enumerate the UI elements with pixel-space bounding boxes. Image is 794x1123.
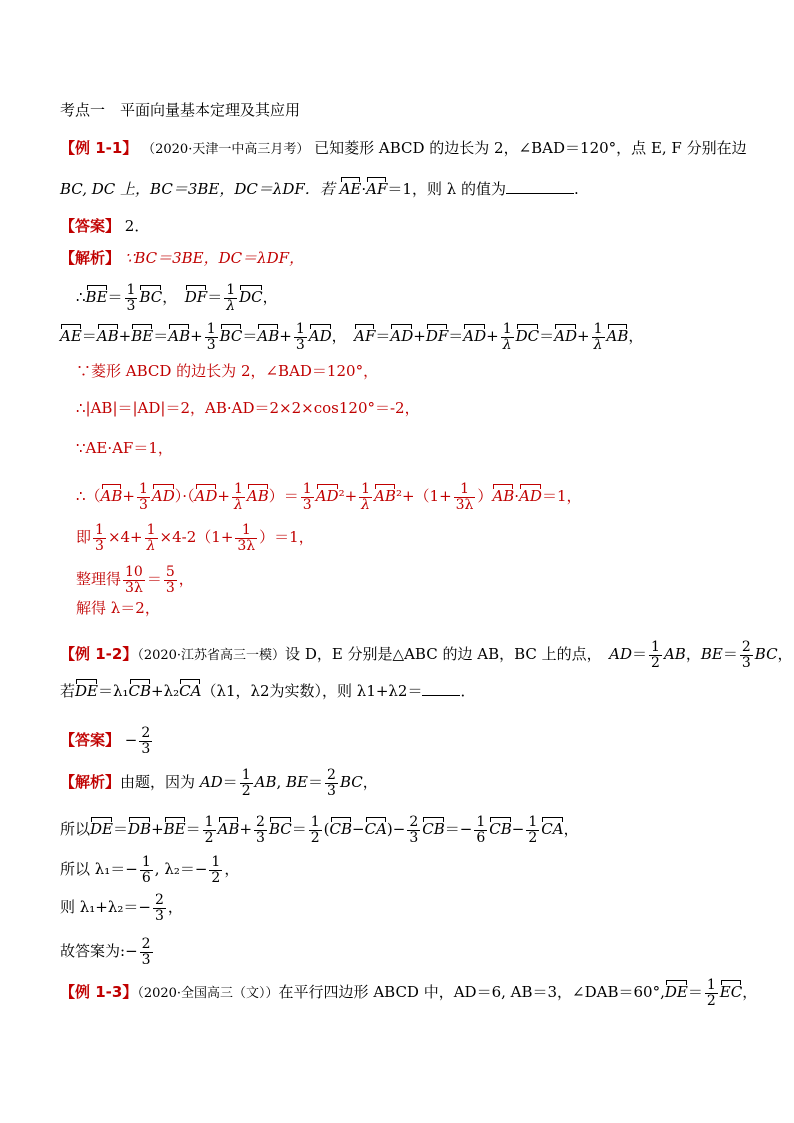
- solution-line-8: 即 $\frac{1}{3}$ ×4+ $\frac{1}{\lambda}$ ×4-2（1+ $\frac{1}{3\lambda}$ ）＝1，: [76, 522, 314, 554]
- answer-value: 2．: [124, 217, 150, 235]
- solution-line-6: ∵AE·AF＝1，: [76, 439, 173, 457]
- question-text: （λ1，λ2为实数），则 λ1+λ2＝: [201, 682, 423, 700]
- solution-line-3: AE＝AB+BE＝AB+ $\frac{1}{3}$ BC＝AB+ $\frac{1}{3}$ AD， AF＝AD+DF＝AD+ $\frac{1}{\lambda}$ DC＝AD+ $\frac{1}{\lambda}$ AB，: [60, 321, 644, 353]
- solution-line-3: 所以 λ₁＝− $\frac{1}{6}$ , λ₂＝− $\frac{1}{2}$ ，: [60, 854, 240, 886]
- answer-tag: 【答案】: [60, 217, 121, 235]
- solution-line-1: 【解析】由题，因为 AD＝ $\frac{1}{2}$ AB, BE＝ $\frac{2}{3}$ BC，: [60, 767, 378, 799]
- solution-text: 即: [76, 528, 92, 547]
- solution-text: ∵BC＝3BE，DC＝λDF，: [124, 249, 305, 267]
- answer-blank[interactable]: [506, 181, 574, 194]
- solution-text: 由题，因为: [120, 773, 196, 792]
- example-1-1-question-cont: BC, DC 上，BC＝3BE，DC＝λDF．若 AE·AF＝1，则 λ 的值为 .: [60, 180, 579, 198]
- question-text: 已知菱形 ABCD 的边长为 2，∠BAD＝120°，点 E, F 分别在边: [314, 139, 747, 157]
- solution-line-5: ∴|AB|＝|AD|＝2，AB·AD＝2×2×cos120°＝-2，: [76, 399, 420, 417]
- example-tag: 【例 1-3】: [60, 983, 138, 1002]
- solution-text: ）＝1，: [259, 528, 314, 547]
- answer-line: [60, 219, 149, 234]
- solution-line-4: ∵菱形 ABCD 的边长为 2，∠BAD＝120°，: [76, 362, 379, 380]
- example-source: （2020·全国高三（文））: [137, 986, 279, 1002]
- answer-tag: 【答案】: [60, 731, 121, 750]
- solution-line-1: [60, 251, 304, 266]
- example-1-2-question-cont: 若DE＝λ₁CB+λ₂CA（λ1，λ2为实数），则 λ1+λ2＝ ．: [60, 682, 476, 700]
- solution-line-4: 则 λ₁+λ₂＝− $\frac{2}{3}$ ，: [60, 892, 183, 924]
- example-1-1-question: [60, 141, 747, 156]
- solution-line-7: ∴（AB+ $\frac{1}{3}$ AD）·（AD+ $\frac{1}{\lambda}$ AB）＝ $\frac{1}{3}$ AD²+ $\frac{1}{\lambda}$ AB²+（1+ $\frac{1}{3\lambda}$ ）AB·AD＝1，: [76, 481, 582, 513]
- question-text: 设 D，E 分别是△ABC 的边 AB，BC 上的点，: [285, 645, 595, 664]
- solution-line-9: 整理得 $\frac{10}{3\lambda}$ ＝ $\frac{5}{3}$ ，: [76, 564, 194, 596]
- example-tag: 【例 1-1】: [60, 139, 138, 157]
- question-text: BC, DC 上，BC＝3BE，DC＝λDF．若: [60, 180, 335, 198]
- solution-text: ×4-2（1+: [159, 528, 234, 547]
- solution-text: 故答案为:: [60, 942, 126, 961]
- example-tag: 【例 1-2】: [60, 645, 138, 664]
- solution-text: 则: [60, 898, 76, 917]
- solution-tag: 【解析】: [60, 249, 121, 267]
- question-text: 若: [60, 682, 76, 700]
- section-title: 考点一 平面向量基本定理及其应用: [60, 101, 301, 119]
- solution-text: 所以: [60, 820, 91, 839]
- solution-text: 所以: [60, 860, 91, 879]
- example-1-2-question: 【例 1-2】（2020·江苏省高三一模）设 D，E 分别是△ABC 的边 AB，BC 上的点， AD＝ $\frac{1}{2}$ AB，BE＝ $\frac{2}{3}$ BC，: [60, 639, 793, 671]
- example-source: （2020·天津一中高三月考）: [142, 142, 310, 157]
- example-1-3-question: 【例 1-3】（2020·全国高三（文））在平行四边形 ABCD 中，AD＝6, AB＝3，∠DAB＝60°,DE＝ $\frac{1}{2}$ EC，: [60, 977, 758, 1009]
- solution-line-10: 解得 λ＝2，: [76, 599, 160, 617]
- solution-line-2: 所以DE＝DB+BE＝ $\frac{1}{2}$ AB+ $\frac{2}{3}$ BC＝ $\frac{1}{2}$ (CB−CA)− $\frac{2}{3}$ CB＝− $\frac{1}{6}$ CB− $\frac{1}{2}$ CA，: [60, 814, 579, 846]
- solution-tag: 【解析】: [60, 773, 121, 792]
- answer-line: 【答案】 − $\frac{2}{3}$: [60, 725, 151, 757]
- solution-line-2: ∴BE＝ $\frac{1}{3}$ BC， DF＝ $\frac{1}{\lambda}$ DC，: [76, 282, 278, 314]
- solution-text: 整理得: [76, 570, 122, 589]
- example-source: （2020·江苏省高三一模）: [137, 648, 286, 664]
- answer-blank[interactable]: [422, 683, 460, 696]
- question-text: ＝1，则 λ 的值为: [387, 180, 506, 198]
- solution-line-5: 故答案为:− $\frac{2}{3}$: [60, 936, 151, 968]
- question-text: 在平行四边形 ABCD 中，AD＝6, AB＝3，∠DAB＝60°,: [278, 983, 665, 1002]
